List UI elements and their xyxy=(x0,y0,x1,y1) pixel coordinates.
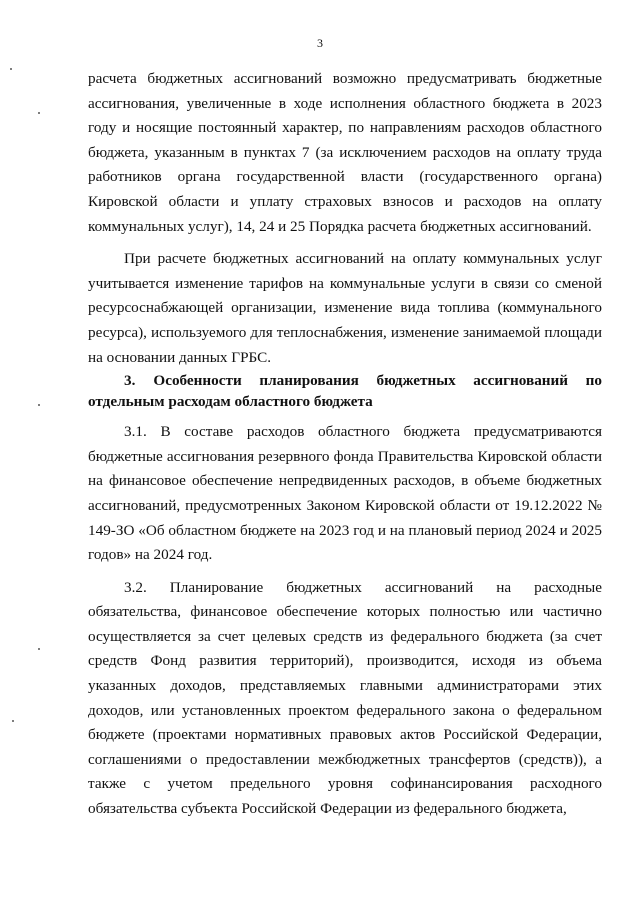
section-heading-text: Особенности планирования бюджетных ассигнований по отдельным расходам областного бюджета xyxy=(88,372,602,411)
paragraph-3-1: 3.1. В составе расходов областного бюджета предусматриваются бюджетные ассигнования резервного фонда Правительства Кировской области на финансовое обеспечение непредвиденных расходов, в объеме бюджетных ассигнований, предусмотренных Законом Кировской области от 19.12.2022 № 149-ЗО «Об областном бюджете на 2023 год и на плановый период 2024 и 2025 годов» на 2024 год. xyxy=(88,423,602,564)
paragraph-continuation: расчета бюджетных ассигнований возможно предусматривать бюджетные ассигнования, увеличенные в ходе исполнения областного бюджета в 2023 году и носящие постоянный характер, по направлениям расходов областного бюджета, указанным в пунктах 7 (за исключением расходов на оплату труда работников органа государственной власти (государственного органа) Кировской области и уплату страховых взносов и расходов на оплату коммунальных услуг), 14, 24 и 25 Порядка расчета бюджетных ассигнований. xyxy=(88,70,602,235)
document-body xyxy=(88,67,602,822)
scan-speck xyxy=(12,720,14,722)
scan-speck xyxy=(38,112,40,114)
scan-speck xyxy=(38,648,40,650)
section-heading xyxy=(88,370,602,412)
section-heading-number: 3. xyxy=(124,372,136,390)
paragraph-utilities: При расчете бюджетных ассигнований на оплату коммунальных услуг учитывается изменение тарифов на коммунальные услуги в связи со сменой ресурсоснабжающей организации, изменение вида топлива (коммунального ресурса), используемого для теплоснабжения, изменение занимаемой площади на основании данных ГРБС. xyxy=(88,250,602,366)
page-number: 3 xyxy=(317,36,323,50)
scan-speck xyxy=(10,68,12,70)
scan-speck xyxy=(38,404,40,406)
paragraph-3-2: 3.2. Планирование бюджетных ассигнований на расходные обязательства, финансовое обеспечение которых полностью или частично осуществляется за счет целевых средств из федерального бюджета (за счет средств Фонд развития территорий), производится, исходя из объема указанных доходов, представляемых главными администраторами этих доходов, или установленных проектом федерального закона о федеральном бюджете (проектами нормативных правовых актов Российской Федерации, соглашениями о предоставлении межбюджетных трансфертов (средств)), а также с учетом предельного уровня софинансирования расходного обязательства субъекта Российской Федерации из федерального бюджета, xyxy=(88,578,602,818)
